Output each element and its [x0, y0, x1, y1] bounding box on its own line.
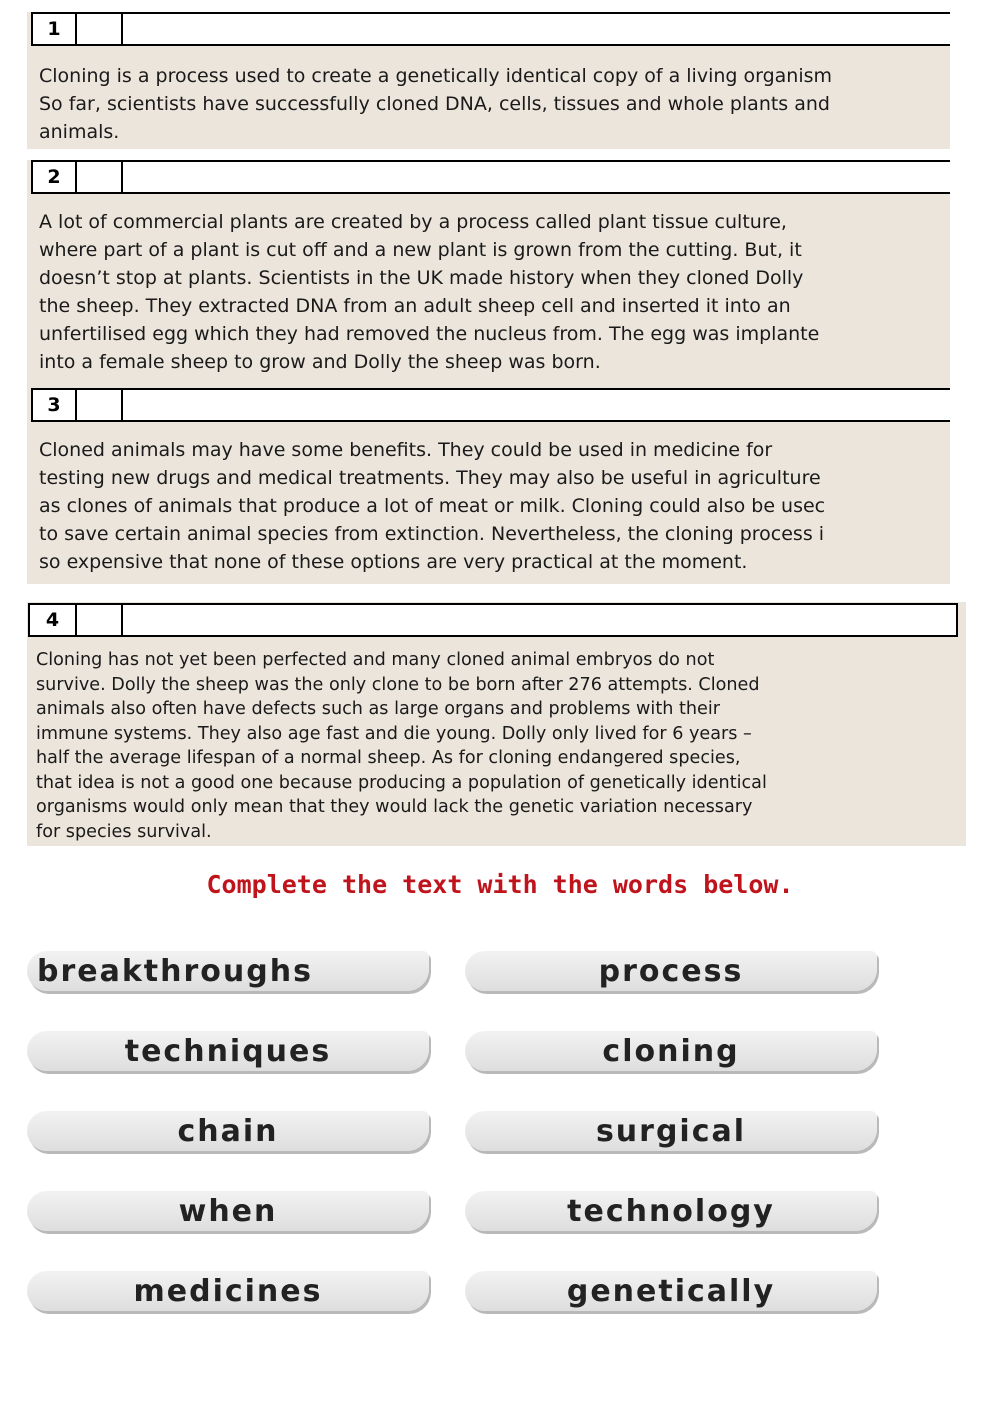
word-chip-techniques[interactable]: techniques	[27, 1031, 429, 1071]
text-line: so expensive that none of these options are very practical at the moment.	[39, 551, 748, 573]
text-line: the sheep. They extracted DNA from an adult sheep cell and inserted it into an	[39, 295, 791, 317]
text-line: into a female sheep to grow and Dolly the sheep was born.	[39, 351, 601, 373]
section-2	[27, 160, 950, 388]
text-line: Cloning is a process used to create a genetically identical copy of a living organism	[39, 65, 833, 87]
section-number: 1	[33, 14, 77, 44]
text-line: A lot of commercial plants are created by a process called plant tissue culture,	[39, 211, 787, 233]
section-number: 2	[33, 162, 77, 192]
text-line: unfertilised egg which they had removed the nucleus from. The egg was implante	[39, 323, 820, 345]
text-line: that idea is not a good one because producing a population of genetically identical	[36, 772, 767, 793]
section-text	[39, 62, 959, 146]
text-line: testing new drugs and medical treatments. They may also be useful in agriculture	[39, 467, 821, 489]
text-line: animals.	[39, 121, 120, 143]
text-line: So far, scientists have successfully cloned DNA, cells, tissues and whole plants and	[39, 93, 830, 115]
instruction-heading: Complete the text with the words below.	[206, 870, 794, 899]
section-header	[31, 160, 950, 194]
text-line: organisms would only mean that they would lack the genetic variation necessary	[36, 797, 753, 817]
answer-slot[interactable]	[77, 390, 123, 420]
text-line: survive. Dolly the sheep was the only clone to be born after 276 attempts. Cloned	[36, 674, 760, 695]
word-chip-process[interactable]: process	[465, 951, 877, 991]
text-line: to save certain animal species from extinction. Nevertheless, the cloning process i	[39, 523, 825, 545]
section-header	[31, 12, 950, 46]
section-header	[31, 388, 950, 422]
text-line: as clones of animals that produce a lot of meat or milk. Cloning could also be usec	[39, 495, 826, 517]
section-1	[27, 12, 950, 149]
section-number: 4	[30, 605, 77, 635]
section-text	[39, 436, 959, 576]
word-chip-surgical[interactable]: surgical	[465, 1111, 877, 1151]
word-chip-medicines[interactable]: medicines	[27, 1271, 429, 1311]
word-chip-when[interactable]: when	[27, 1191, 429, 1231]
text-line: half the average lifespan of a normal sheep. As for cloning endangered species,	[36, 748, 741, 768]
section-text	[36, 648, 966, 844]
answer-slot[interactable]	[77, 162, 123, 192]
text-line: where part of a plant is cut off and a new plant is grown from the cutting. But, it	[39, 239, 802, 261]
section-3	[27, 388, 950, 584]
word-chip-breakthroughs[interactable]: breakthroughs	[27, 951, 429, 991]
answer-slot[interactable]	[77, 605, 123, 635]
text-line: doesn’t stop at plants. Scientists in the UK made history when they cloned Dolly	[39, 267, 804, 289]
section-header	[28, 603, 958, 637]
text-line: Cloning has not yet been perfected and many cloned animal embryos do not	[36, 650, 715, 670]
section-text	[39, 208, 959, 376]
text-line: animals also often have defects such as large organs and problems with their	[36, 699, 720, 719]
section-4	[27, 602, 966, 846]
word-chip-genetically[interactable]: genetically	[465, 1271, 877, 1311]
word-chip-chain[interactable]: chain	[27, 1111, 429, 1151]
text-line: immune systems. They also age fast and die young. Dolly only lived for 6 years –	[36, 723, 752, 744]
answer-slot[interactable]	[77, 14, 123, 44]
text-line: for species survival.	[36, 821, 212, 842]
word-chip-technology[interactable]: technology	[465, 1191, 877, 1231]
word-chip-cloning[interactable]: cloning	[465, 1031, 877, 1071]
section-number: 3	[33, 390, 77, 420]
text-line: Cloned animals may have some benefits. They could be used in medicine for	[39, 439, 773, 461]
